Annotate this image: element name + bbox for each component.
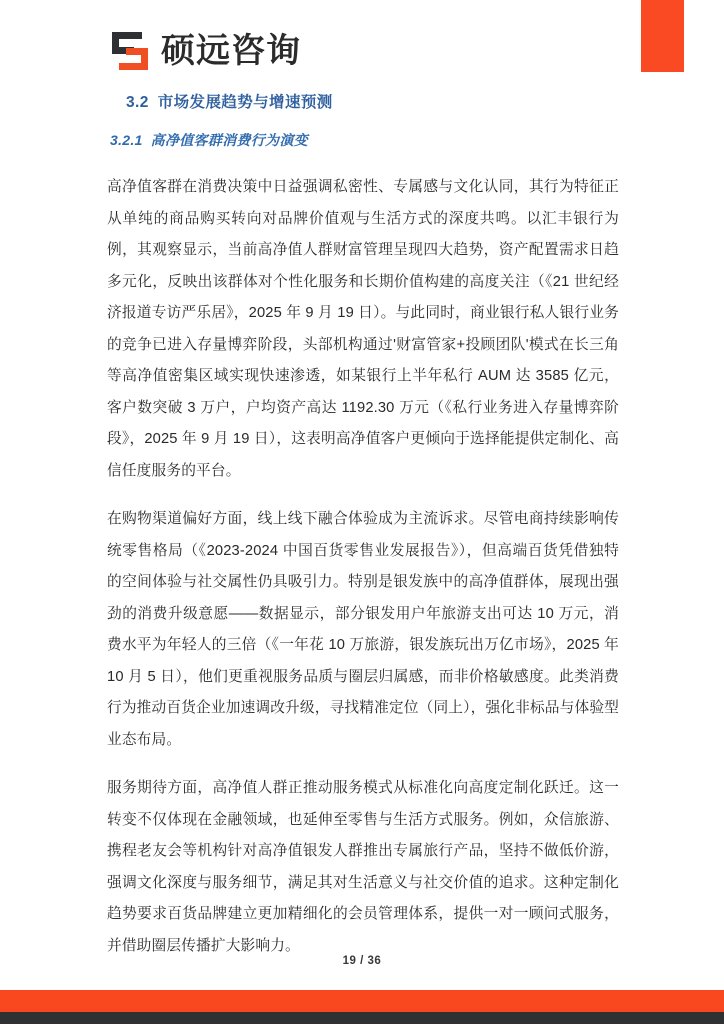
subsection-heading	[110, 130, 308, 150]
footer-dark-bar	[0, 1012, 724, 1024]
body-content	[107, 172, 619, 962]
top-right-accent-block	[641, 0, 684, 72]
brand-logo	[112, 32, 301, 70]
paragraph: 在购物渠道偏好方面，线上线下融合体验成为主流诉求。尽管电商持续影响传统零售格局（《2023-2024 中国百货零售业发展报告》），但高端百货凭借独特的空间体验与社交属性仍具吸引力。特别是银发族中的高净值群体，展现出强劲的消费升级意愿——数据显示，部分银发用户年旅游支出可达 10 万元，消费水平为年轻人的三倍（《一年花 10 万旅游，银发族玩出万亿市场》，2025 年 10 月 5 日），他们更重视服务品质与圈层归属感，而非价格敏感度。此类消费行为推动百货企业加速调改升级，寻找精准定位（同上），强化非标品与体验型业态布局。	[107, 511, 619, 748]
page-number: 19 / 36	[342, 955, 382, 967]
paragraph: 高净值客群在消费决策中日益强调私密性、专属感与文化认同，其行为特征正从单纯的商品购买转向对品牌价值观与生活方式的深度共鸣。以汇丰银行为例，其观察显示，当前高净值人群财富管理呈现四大趋势，资产配置需求日趋多元化，反映出该群体对个性化服务和长期价值构建的高度关注（《21 世纪经济报道专访严乐居》，2025 年 9 月 19 日）。与此同时，商业银行私人银行业务的竞争已进入存量博弈阶段，头部机构通过'财富管家+投顾团队'模式在长三角等高净值密集区域实现快速渗透，如某银行上半年私行 AUM 达 3585 亿元，客户数突破 3 万户，户均资产高达 1192.30 万元（《私行业务进入存量博弈阶段》，2025 年 9 月 19 日），这表明高净值客户更倾向于选择能提供定制化、高信任度服务的平台。	[107, 179, 619, 479]
footer-orange-bar	[0, 990, 724, 1012]
section-heading	[126, 90, 333, 112]
brand-name: 硕远咨询	[161, 32, 301, 70]
subsection-title: 高净值客群消费行为演变	[150, 132, 308, 148]
section-title: 市场发展趋势与增速预测	[157, 94, 333, 111]
section-number: 3.2	[126, 94, 149, 111]
shuoyuan-s-mark-icon	[112, 32, 148, 70]
subsection-number: 3.2.1	[110, 132, 143, 148]
paragraph: 服务期待方面，高净值人群正推动服务模式从标准化向高度定制化跃迁。这一转变不仅体现在金融领域，也延伸至零售与生活方式服务。例如，众信旅游、携程老友会等机构针对高净值银发人群推出专属旅行产品，坚持不做低价游，强调文化深度与服务细节，满足其对生活意义与社交价值的追求。这种定制化趋势要求百货品牌建立更加精细化的会员管理体系，提供一对一顾问式服务，并借助圈层传播扩大影响力。	[107, 780, 619, 954]
